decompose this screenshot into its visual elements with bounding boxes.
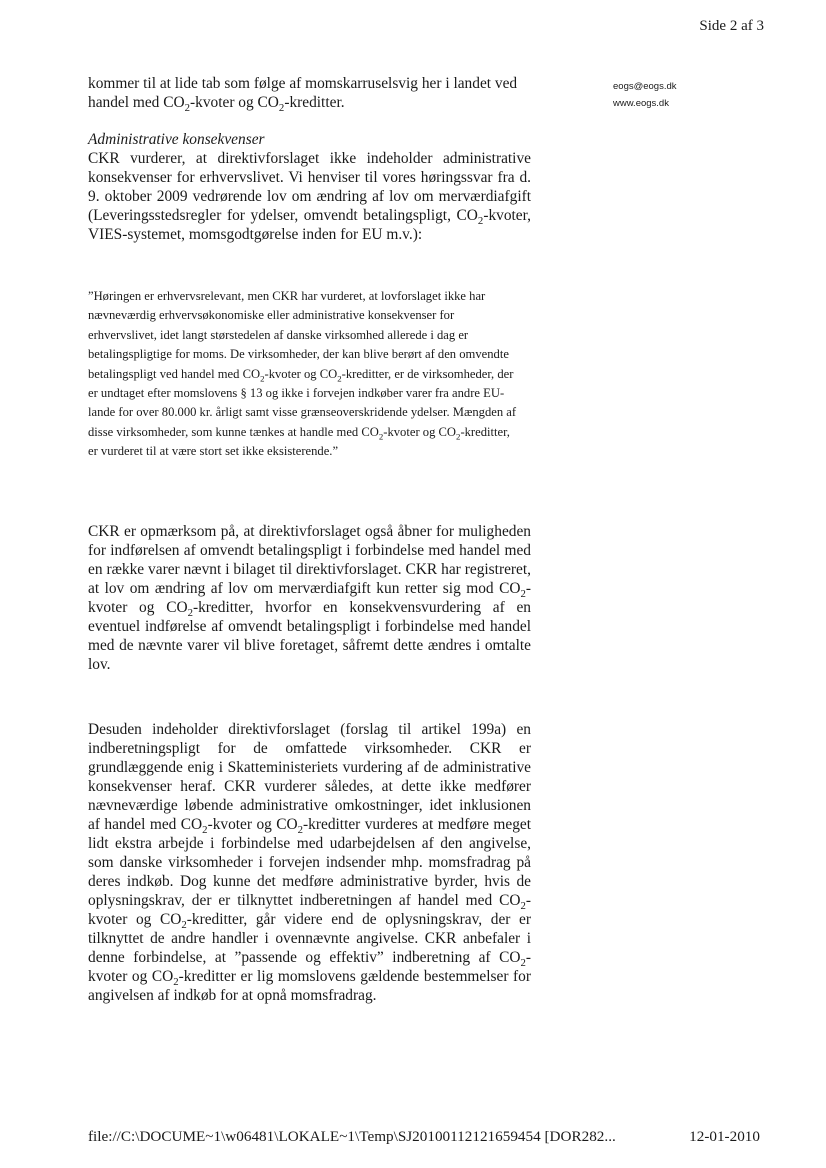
intro-paragraph: kommer til at lide tab som følge af momskarruselsvig her i landet ved handel med $CO_2$-kvoter og $CO_2$-kreditter. xyxy=(88,75,518,115)
page-number: Side 2 af 3 xyxy=(699,18,764,34)
contact-email: eogs@eogs.dk xyxy=(613,81,677,92)
contact-website: www.eogs.dk xyxy=(613,98,669,109)
section-heading: Administrative konsekvenser xyxy=(88,131,265,148)
contact-block xyxy=(613,78,677,112)
reporting-obligation-paragraph: Desuden indeholder direktivforslaget (forslag til artikel 199a) en indberetningspligt for de omfattede virksomheder. CKR er grundlæggende enig i Skatteministeriets vurdering af de administrative konsekvenser heraf. CKR vurderer således, at dette ikke medfører nævneværdige løbende administrative omkostninger, idet inklusionen af handel med $CO_2$-kvoter og $CO_2$-kreditter vurderes at medføre meget lidt ekstra arbejde i forbindelse med udarbejdelsen af den angivelse, som danske virksomheder i forvejen indsender mhp. momsfradrag på deres indkøb. Dog kunne det medføre administrative byrder, hvis de oplysningskrav, der er tilknyttet indberetningen af handel med $CO_2$-kvoter og $CO_2$-kreditter, går videre end de oplysningskrav, der er tilknyttet de andre handler i ovennævnte angivelse. CKR anbefaler i denne forbindelse, at ”passende og effektiv” indberetning af $CO_2$-kvoter og $CO_2$-kreditter er lig momslovens gældende bestemmelser for angivelsen af indkøb for at opnå momsfradrag. xyxy=(88,721,532,1004)
quoted-consultation-response: ”Høringen er erhvervsrelevant, men CKR har vurderet, at lovforslaget ikke har nævneværdig erhvervsøkonomiske eller administrative konsekvenser for erhvervslivet, idet langt størstedelen af danske virksomhed allerede i dag er betalingspligtige for moms. De virksomheder, der kan blive berørt af den omvendte betalingspligt ved handel med $CO_2$-kvoter og $CO_2$-kreditter, er de virksomheder, der er undtaget efter momslovens § 13 og ikke i forvejen indkøber varer fra andre EU-lande for over 80.000 kr. årligt samt visse grænseoverskridende ydelser. Mængden af disse virksomheder, som kunne tænkes at handle med $CO_2$-kvoter og $CO_2$-kreditter, er vurderet til at være stort set ikke eksisterende.” xyxy=(88,289,517,459)
reverse-charge-paragraph: CKR er opmærksom på, at direktivforslaget også åbner for muligheden for indførelsen af omvendt betalingspligt i forbindelse med handel med en række varer nævnt i bilaget til direktivforslaget. CKR har registreret, at lov om ændring af lov om merværdiafgift kun retter sig mod $CO_2$-kvoter og $CO_2$-kreditter, hvorfor en konsekvensvurdering af en eventuel indførelse af omvendt betalingspligt i forbindelse med handel med de nævnte varer vil blive foretaget, såfremt dette ændres i omtalte lov. xyxy=(88,523,531,673)
footer-date: 12-01-2010 xyxy=(689,1128,760,1145)
footer-file-path: file://C:\DOCUME~1\w06481\LOKALE~1\Temp\SJ20100112121659454 [DOR282... xyxy=(88,1128,616,1145)
admin-paragraph: CKR vurderer, at direktivforslaget ikke indeholder administrative konsekvenser for erhvervslivet. Vi henviser til vores høringssvar fra d. 9. oktober 2009 vedrørende lov om ændring af lov om merværdiafgift (Leveringsstedsregler for ydelser, omvendt betalingspligt, $CO_2$-kvoter, VIES-systemet, momsgodtgørelse inden for EU m.v.): xyxy=(88,150,531,243)
